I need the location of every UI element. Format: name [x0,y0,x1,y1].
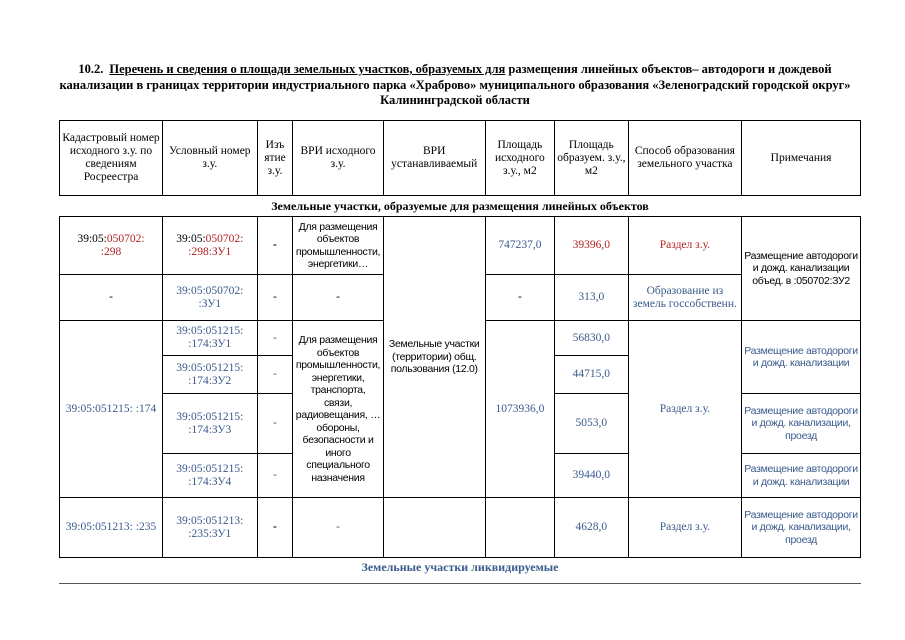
cell-seizure: - [257,454,293,498]
header-method: Способ образования земельного участка [628,121,742,196]
cell-seizure: - [257,321,293,356]
cell-conditional: 39:05:051213: :235:ЗУ1 [163,498,258,558]
cell-cadastral: 39:05:051215: :174 [60,321,163,498]
cell-conditional: 39:05:050702: :ЗУ1 [163,275,258,321]
cell-note: Размещение автодороги и дожд. канализации, проезд [742,394,861,454]
cell-area-source-empty [485,498,554,558]
cell-method: Образование из земель госсобственн. [628,275,742,321]
cell-conditional: 39:05:051215: :174:ЗУ4 [163,454,258,498]
section-title-liquidated: Земельные участки ликвидируемые [361,560,559,574]
divider [59,583,861,584]
cell-method: Раздел з.у. [628,321,742,498]
cell-seizure: - [257,217,293,275]
cell-vri: - [293,498,383,558]
cell-area-new: 39396,0 [555,217,629,275]
cell-note: Размещение автодороги и дожд. канализации, проезд [742,498,861,558]
header-area-new: Площадь образуем. з.у., м2 [555,121,629,196]
document-title [40,62,870,109]
title-rest: размещения линейных объектов– автодороги и дождевой канализации в границах территории индустриального парка «Храброво» муниципального образования «Зеленоградский городской округ» Калининградской области [59,62,851,107]
cell-area-source: - [485,275,554,321]
cell-conditional: 39:05:050702: :298:ЗУ1 [163,217,258,275]
cell-area-new: 44715,0 [555,356,629,394]
header-row [60,121,861,196]
cell-cadastral: 39:05:051213: :235 [60,498,163,558]
section-title: Земельные участки, образуемые для размещения линейных объектов [271,198,649,213]
cell-conditional: 39:05:051215: :174:ЗУ1 [163,321,258,356]
cell-conditional: 39:05:051215: :174:ЗУ3 [163,394,258,454]
header-cadastral: Кадастровый номер исходного з.у. по сведениям Росреестра [60,121,163,196]
header-vri-set: ВРИ устанавливаемый [383,121,485,196]
table-row [60,498,861,558]
cell-area-new: 56830,0 [555,321,629,356]
header-conditional: Условный номер з.у. [163,121,258,196]
cell-method: Раздел з.у. [628,217,742,275]
section-number: 10.2. [78,62,104,76]
cell-cadastral: 39:05:050702: :298 [60,217,163,275]
cell-area-new: 313,0 [555,275,629,321]
cell-note: Размещение автодороги и дожд. канализации [742,321,861,394]
cell-seizure: - [257,498,293,558]
cell-seizure: - [257,275,293,321]
header-area-source: Площадь исходного з.у., м2 [485,121,554,196]
header-seizure: Изъ ятие з.у. [257,121,293,196]
cell-conditional: 39:05:051215: :174:ЗУ2 [163,356,258,394]
cell-vri: - [293,275,383,321]
cell-vri-set-empty [383,498,485,558]
title-underlined: Перечень и сведения о площади земельных участков, образуемых для [109,62,506,76]
header-vri-source: ВРИ исходного з.у. [293,121,383,196]
cell-vri: Для размещения объектов промышленности, энергетики, транспорта, связи, радиовещания, … обороны, безопасности и иного специального назначения [293,321,383,498]
cell-seizure: - [257,356,293,394]
cell-vri: Для размещения объектов промышленности, энергетики… [293,217,383,275]
cell-vri-set: Земельные участки (территории) общ. пользования (12.0) [383,217,485,498]
cell-area-new: 4628,0 [555,498,629,558]
cell-seizure: - [257,394,293,454]
cell-area-source: 747237,0 [485,217,554,275]
header-notes: Примечания [742,121,861,196]
cell-cadastral: - [60,275,163,321]
cell-note: Размещение автодороги и дожд. канализации [742,454,861,498]
cell-method: Раздел з.у. [628,498,742,558]
cell-area-new: 5053,0 [555,394,629,454]
land-plots-table [59,120,861,558]
section-row [60,196,861,217]
table-row [60,217,861,275]
cell-area-source: 1073936,0 [485,321,554,498]
cell-note: Размещение автодороги и дожд. канализации объед. в :050702:ЗУ2 [742,217,861,321]
cell-area-new: 39440,0 [555,454,629,498]
